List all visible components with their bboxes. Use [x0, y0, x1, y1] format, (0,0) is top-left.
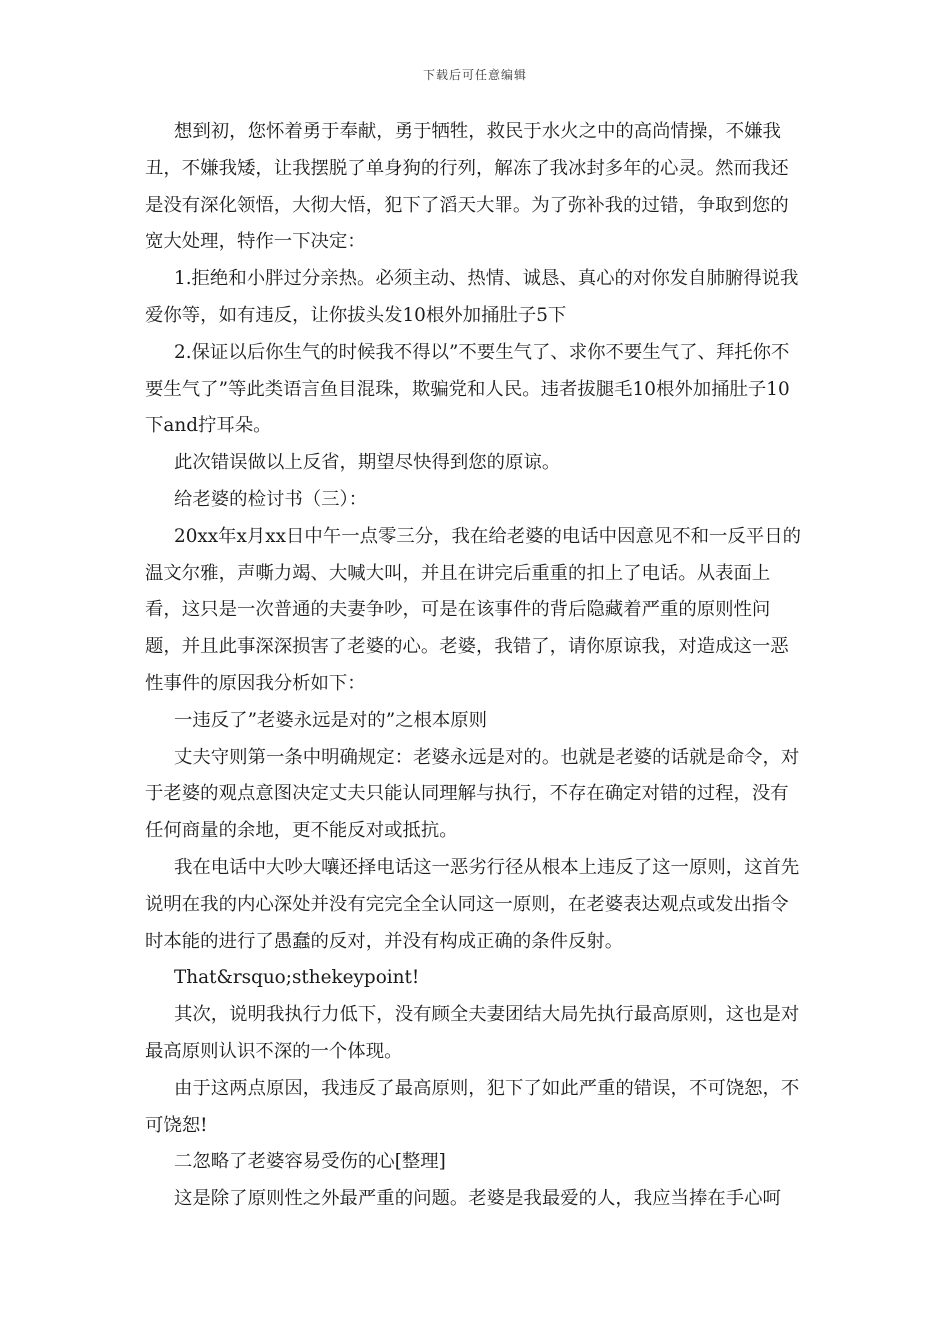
paragraph: 想到初，您怀着勇于奉献，勇于牺牲，救民于水火之中的高尚情操，不嫌我丑，不嫌我矮，让我摆脱了单身狗的行列，解冻了我冰封多年的心灵。然而我还是没有深化领悟，大彻大悟，犯下了滔天大罪。为了弥补我的过错，争取到您的宽大处理，特作一下决定：: [145, 121, 789, 253]
paragraph: 其次，说明我执行力低下，没有顾全夫妻团结大局先执行最高原则，这也是对最高原则认识不深的一个体现。: [145, 1004, 800, 1062]
paragraph: 2.保证以后你生气的时候我不得以”不要生气了、求你不要生气了、拜托你不要生气了”等此类语言鱼目混珠，欺骗党和人民。违者拔腿毛10根外加捅肚子10下and拧耳朵。: [145, 341, 790, 437]
section-heading: 给老婆的检讨书（三）：: [174, 488, 368, 510]
section-heading: 一违反了”老婆永远是对的”之根本原则: [174, 709, 488, 731]
paragraph: 丈夫守则第一条中明确规定：老婆永远是对的。也就是老婆的话就是命令，对于老婆的观点意图决定丈夫只能认同理解与执行，不存在确定对错的过程，没有任何商量的余地，更不能反对或抵抗。: [145, 746, 800, 842]
paragraph: 1.拒绝和小胖过分亲热。必须主动、热情、诚恳、真心的对你发自肺腑得说我爱你等，如有违反，让你拔头发10根外加捅肚子5下: [145, 268, 799, 326]
paragraph: 我在电话中大吵大嚷还择电话这一恶劣行径从根本上违反了这一原则，这首先说明在我的内心深处并没有完完全全认同这一原则，在老婆表达观点或发出指令时本能的进行了愚蠢的反对，并没有构成正确的条件反射。: [145, 856, 800, 952]
page-header: 下载后可任意编辑: [422, 68, 527, 82]
document-body: [145, 114, 807, 1218]
paragraph: 此次错误做以上反省，期望尽快得到您的原谅。: [174, 452, 561, 474]
paragraph: 由于这两点原因，我违反了最高原则，犯下了如此严重的错误，不可饶恕，不可饶恕!: [145, 1077, 800, 1136]
section-heading: 二忽略了老婆容易受伤的心[整理]: [174, 1151, 446, 1173]
paragraph: 这是除了原则性之外最严重的问题。老婆是我最爱的人，我应当捧在手心呵: [174, 1188, 781, 1210]
paragraph: That&rsquo;sthekeypoint!: [174, 967, 420, 989]
paragraph: 20xx年x月xx日中午一点零三分，我在给老婆的电话中因意见不和一反平日的温文尔雅，声嘶力竭、大喊大叫，并且在讲完后重重的扣上了电话。从表面上看，这只是一次普通的夫妻争吵，可是在该事件的背后隐藏着严重的原则性问题，并且此事深深损害了老婆的心。老婆，我错了，请你原谅我，对造成这一恶性事件的原因我分析如下：: [145, 525, 801, 694]
